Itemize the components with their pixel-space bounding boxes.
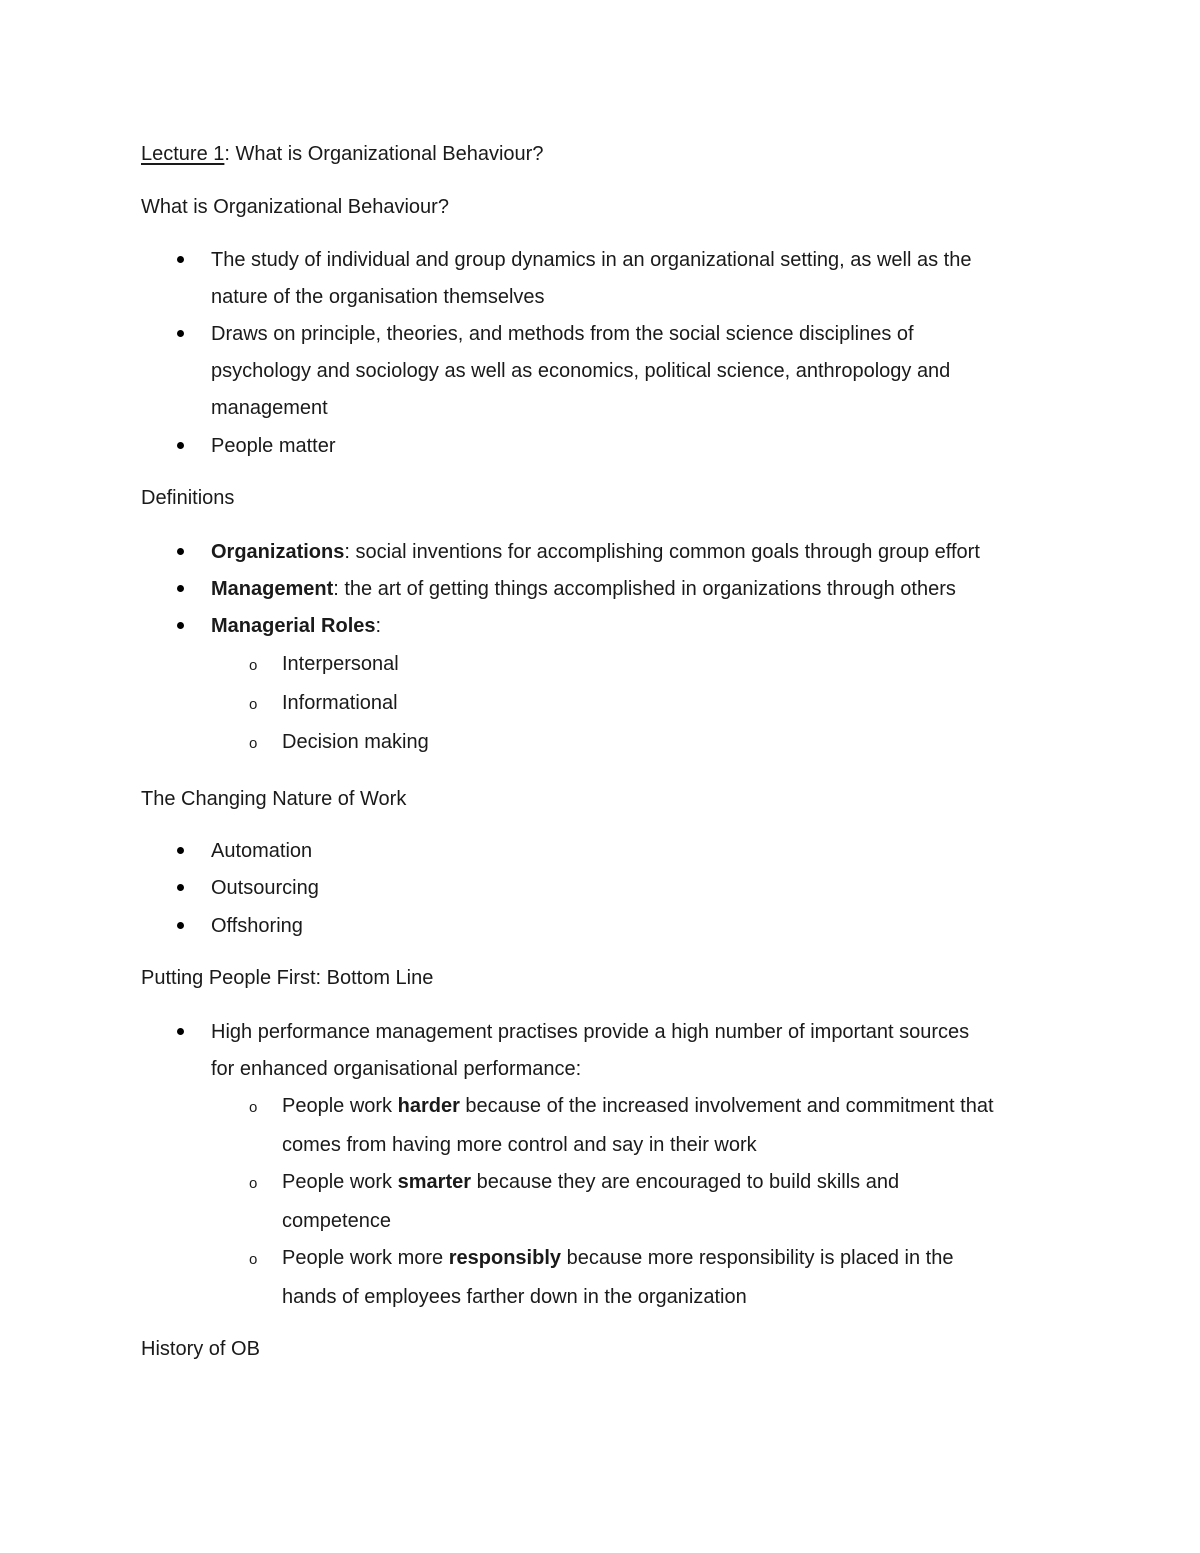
- sub-bullet-icon: o: [249, 1251, 258, 1268]
- sub-item-emphasis: smarter: [397, 1171, 472, 1193]
- sub-list-item-line: hands of employees farther down in the organization: [282, 1286, 747, 1308]
- list-item-line: management: [211, 397, 328, 419]
- bullet-icon: [177, 330, 184, 337]
- list-item-line: Draws on principle, theories, and methods from the social science disciplines of: [211, 323, 914, 345]
- list-item-line: High performance management practises provide a high number of important sources: [211, 1021, 970, 1043]
- sub-item-text: because of the increased involvement and commitment that: [459, 1095, 994, 1117]
- sub-item-text: because they are encouraged to build skills and: [471, 1171, 900, 1193]
- sub-list-item: Informational: [282, 692, 398, 714]
- definition-text: : social inventions for accomplishing common goals through group effort: [344, 541, 980, 563]
- definition-item: [211, 577, 956, 601]
- lecture-label: Lecture 1: [141, 143, 225, 165]
- sub-item-text: People work: [282, 1171, 398, 1193]
- sub-bullet-icon: o: [249, 1175, 258, 1192]
- section-heading-what-is-ob: What is Organizational Behaviour?: [141, 196, 449, 218]
- sub-list-item: [282, 1170, 899, 1194]
- sub-list-item: Interpersonal: [282, 653, 399, 675]
- bullet-icon: [177, 622, 184, 629]
- list-item: Outsourcing: [211, 877, 319, 899]
- list-item: Automation: [211, 840, 313, 862]
- section-heading-history: History of OB: [141, 1338, 260, 1360]
- list-item-line: for enhanced organisational performance:: [211, 1058, 582, 1080]
- bullet-icon: [177, 884, 184, 891]
- list-item-line: psychology and sociology as well as economics, political science, anthropology and: [211, 360, 951, 382]
- section-heading-people-first: Putting People First: Bottom Line: [141, 967, 434, 989]
- bullet-icon: [177, 442, 184, 449]
- sub-list-item: Decision making: [282, 731, 429, 753]
- section-heading-changing-nature: The Changing Nature of Work: [141, 788, 407, 810]
- bullet-icon: [177, 847, 184, 854]
- sub-list-item: [282, 1094, 994, 1118]
- list-item-line: nature of the organisation themselves: [211, 286, 545, 308]
- definition-term: Management: [211, 578, 334, 600]
- list-item: Offshoring: [211, 915, 303, 937]
- sub-bullet-icon: o: [249, 657, 258, 674]
- definition-item: [211, 614, 381, 638]
- bullet-icon: [177, 256, 184, 263]
- definition-text: :: [375, 615, 382, 637]
- sub-list-item-line: comes from having more control and say in their work: [282, 1134, 757, 1156]
- definition-term: Organizations: [211, 541, 345, 563]
- bullet-icon: [177, 585, 184, 592]
- sub-item-text: People work more: [282, 1247, 449, 1269]
- lecture-title-text: : What is Organizational Behaviour?: [224, 143, 544, 165]
- list-item-line: People matter: [211, 435, 336, 457]
- sub-bullet-icon: o: [249, 696, 258, 713]
- sub-item-text: People work: [282, 1095, 398, 1117]
- bullet-icon: [177, 548, 184, 555]
- sub-list-item: [282, 1246, 953, 1270]
- sub-item-emphasis: harder: [397, 1095, 460, 1117]
- sub-item-text: because more responsibility is placed in the: [561, 1247, 954, 1269]
- sub-bullet-icon: o: [249, 735, 258, 752]
- list-item-line: The study of individual and group dynamics in an organizational setting, as well as the: [211, 249, 972, 271]
- lecture-title: [141, 142, 543, 166]
- definition-text: : the art of getting things accomplished in organizations through others: [333, 578, 956, 600]
- definition-item: [211, 540, 980, 564]
- definition-term: Managerial Roles: [211, 615, 376, 637]
- bullet-icon: [177, 922, 184, 929]
- sub-bullet-icon: o: [249, 1099, 258, 1116]
- bullet-icon: [177, 1028, 184, 1035]
- sub-item-emphasis: responsibly: [448, 1247, 562, 1269]
- sub-list-item-line: competence: [282, 1210, 391, 1232]
- section-heading-definitions: Definitions: [141, 487, 235, 509]
